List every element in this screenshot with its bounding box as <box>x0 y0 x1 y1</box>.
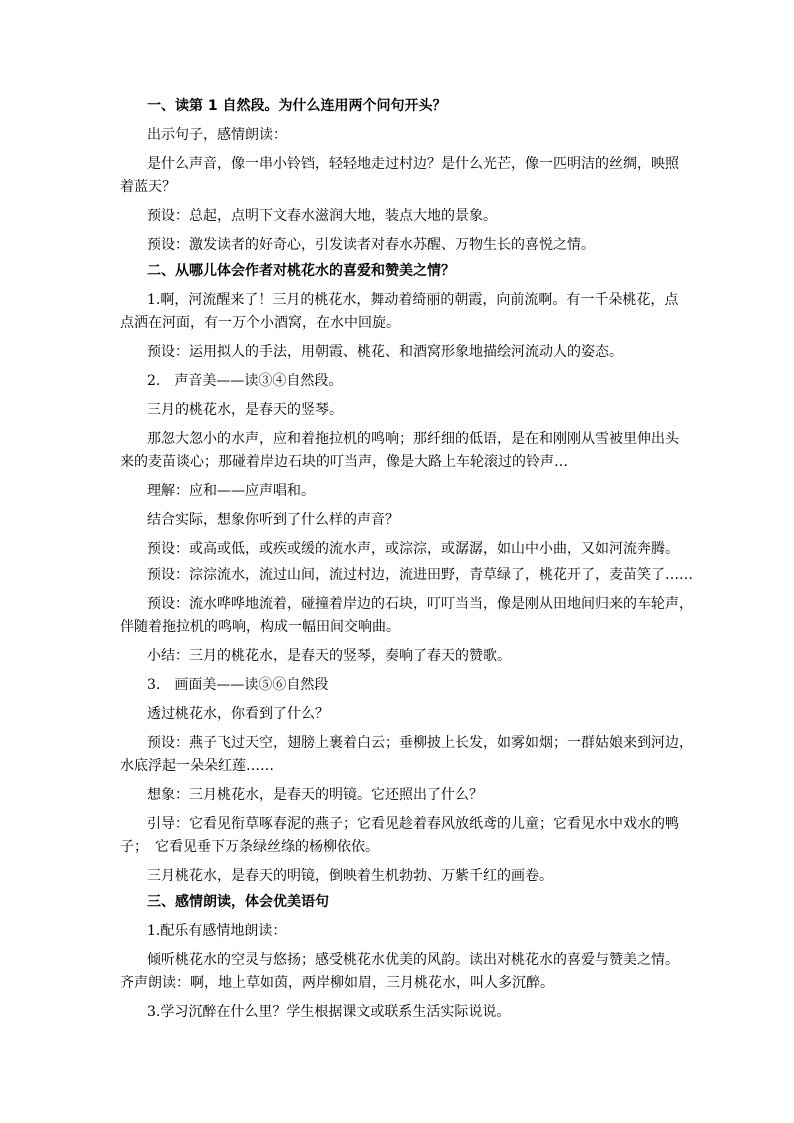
paragraph-line: 来的麦苗谈心；那碰着岸边石块的叮当声，像是大路上车轮滚过的铃声… <box>120 454 568 470</box>
paragraph-line: 是什么声音，像一串小铃铛，轻轻地走过村边？是什么光芒，像一匹明洁的丝绸，映照 <box>147 156 679 172</box>
paragraph-line: 预设：激发读者的好奇心，引发读者对春水苏醒、万物生长的喜悦之情。 <box>147 237 595 253</box>
paragraph-line: 齐声朗读：啊，地上草如茵，两岸柳如眉，三月桃花水，叫人多沉醉。 <box>120 975 554 991</box>
paragraph-line: 点洒在河面，有一万个小酒窝，在水中回旋。 <box>120 315 400 331</box>
paragraph-line: 预设：或高或低，或疾或缓的流水声，或淙淙，或潺潺，如山中小曲，又如河流奔腾。 <box>147 541 679 557</box>
paragraph-line: 结合实际，想象你听到了什么样的声音？ <box>147 512 399 528</box>
paragraph-line: 着蓝天？ <box>120 179 176 195</box>
subheading-line: 2. 声音美——读③④自然段。 <box>147 373 343 389</box>
paragraph-line: 透过桃花水，你看到了什么？ <box>147 706 329 722</box>
paragraph-line: 引导：它看见衔草啄春泥的燕子；它看见趁着春风放纸鸢的儿童；它看见水中戏水的鸭 <box>147 816 679 832</box>
paragraph-line: 出示句子，感情朗读： <box>147 127 287 143</box>
paragraph-line: 预设：淙淙流水，流过山间，流过村边，流进田野，青草绿了，桃花开了，麦苗笑了…… <box>147 567 693 583</box>
paragraph-line: 预设：流水哗哗地流着，碰撞着岸边的石块，叮叮当当，像是刚从田地间归来的车轮声， <box>147 596 693 612</box>
heading-section-3: 三、感情朗读，体会优美语句 <box>147 894 329 910</box>
paragraph-line: 那忽大忽小的水声，应和着拖拉机的鸣响；那纤细的低语，是在和刚刚从雪被里伸出头 <box>147 431 679 447</box>
paragraph-line: 预设：运用拟人的手法，用朝霞、桃花、和酒窝形象地描绘河流动人的姿态。 <box>147 344 623 360</box>
paragraph-line: 3.学习沉醉在什么里？学生根据课文或联系生活实际说说。 <box>147 1004 511 1020</box>
paragraph-line: 理解：应和——应声唱和。 <box>147 483 315 499</box>
paragraph-line: 水底浮起一朵朵红莲…… <box>120 758 274 774</box>
heading-section-2: 二、从哪儿体会作者对桃花水的喜爱和赞美之情？ <box>147 263 455 279</box>
paragraph-line: 倾听桃花水的空灵与悠扬；感受桃花水优美的风韵。读出对桃花水的喜爱与赞美之情。 <box>147 952 679 968</box>
paragraph-line: 预设：总起，点明下文春水滋润大地，装点大地的景象。 <box>147 208 497 224</box>
paragraph-line: 子； 它看见垂下万条绿丝绦的杨柳依依。 <box>120 839 379 855</box>
paragraph-line: 想象：三月桃花水，是春天的明镜。它还照出了什么？ <box>147 787 483 803</box>
paragraph-line: 三月桃花水，是春天的明镜，倒映着生机勃勃、万紫千红的画卷。 <box>147 868 553 884</box>
subheading-line: 3. 画面美——读⑤⑥自然段 <box>147 677 329 693</box>
paragraph-line: 1.配乐有感情地朗读： <box>147 923 287 939</box>
heading-section-1: 一、读第 1 自然段。为什么连用两个问句开头？ <box>147 98 447 114</box>
paragraph-line: 1.啊，河流醒来了！三月的桃花水，舞动着绮丽的朝霞，向前流啊。有一千朵桃花，点 <box>147 292 679 308</box>
paragraph-line: 预设：燕子飞过天空，翅膀上裹着白云；垂柳披上长发，如雾如烟；一群姑娘来到河边， <box>147 735 693 751</box>
paragraph-line: 三月的桃花水，是春天的竖琴。 <box>147 402 343 418</box>
paragraph-line: 伴随着拖拉机的鸣响，构成一幅田间交响曲。 <box>120 619 400 635</box>
paragraph-line: 小结：三月的桃花水，是春天的竖琴，奏响了春天的赞歌。 <box>147 648 511 664</box>
